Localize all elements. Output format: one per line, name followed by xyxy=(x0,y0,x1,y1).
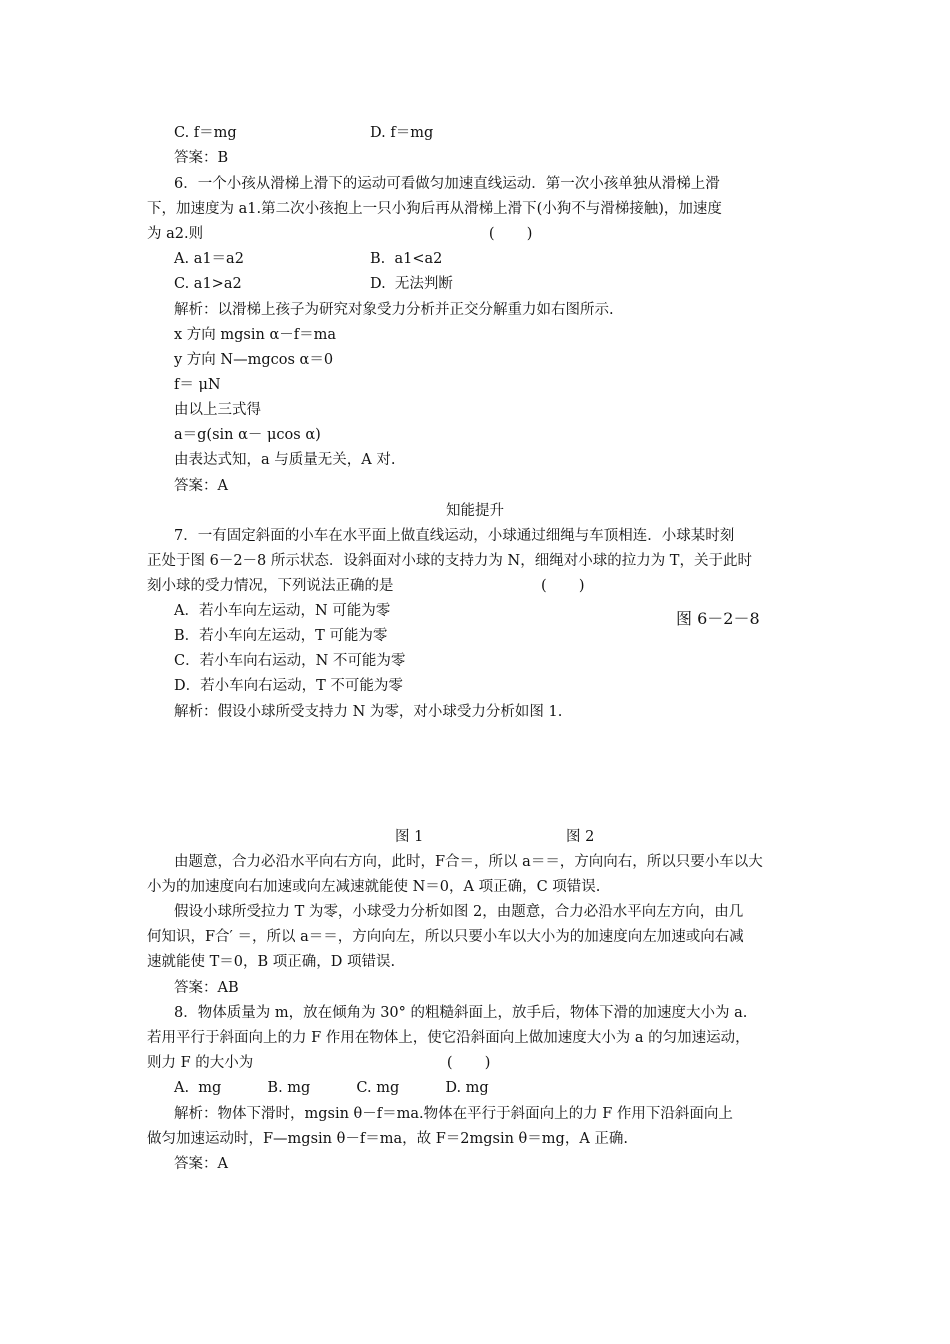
q7-option-a: A．若小车向左运动，N 可能为零 xyxy=(174,603,391,619)
q6-option-b: B. a1<a2 xyxy=(370,251,443,267)
q7-figure-label: 图 6－2－8 xyxy=(676,609,760,628)
q7-analysis-intro: 解析：假设小球所受支持力 N 为零，对小球受力分析如图 1. xyxy=(174,704,563,720)
q6-analysis-4: f＝ μN xyxy=(174,377,221,393)
q6-analysis-7: 由表达式知，a 与质量无关，A 对. xyxy=(174,452,396,468)
figure-2-label: 图 2 xyxy=(566,829,595,845)
q5-answer: 答案：B xyxy=(174,150,229,166)
q8-stem-line-2: 若用平行于斜面向上的力 F 作用在物体上，使它沿斜面向上做加速度大小为 a 的匀加速运动， xyxy=(147,1030,750,1046)
q6-stem-line-2: 下，加速度为 a1.第二次小孩抱上一只小狗后再从滑梯上滑下(小狗不与滑梯接触)，加速度 xyxy=(147,201,722,217)
q8-answer: 答案：A xyxy=(174,1156,228,1172)
q7-stem-line-1: 7．一有固定斜面的小车在水平面上做直线运动，小球通过细绳与车顶相连．小球某时刻 xyxy=(174,528,735,544)
q8-stem-line-1: 8．物体质量为 m，放在倾角为 30° 的粗糙斜面上，放手后，物体下滑的加速度大小为 a. xyxy=(174,1005,748,1021)
q7-option-b: B．若小车向左运动，T 可能为零 xyxy=(174,628,388,644)
q6-option-c: C. a1>a2 xyxy=(174,276,242,292)
q7-analysis-3: 假设小球所受拉力 T 为零，小球受力分析如图 2，由题意，合力必沿水平向左方向，由几 xyxy=(174,904,744,920)
q8-stem-line-3: 则力 F 的大小为 ( ) xyxy=(147,1055,491,1071)
q7-stem-line-3: 刻小球的受力情况，下列说法正确的是 ( ) xyxy=(147,578,585,594)
q6-analysis-5: 由以上三式得 xyxy=(174,402,261,418)
q7-option-c: C．若小车向右运动，N 不可能为零 xyxy=(174,653,406,669)
q6-option-d: D. 无法判断 xyxy=(370,276,453,292)
q7-analysis-4: 何知识，F合′ ＝，所以 a＝＝，方向向左，所以只要小车以大小为的加速度向左加速或向右减 xyxy=(147,929,744,945)
q6-analysis-6: a＝g(sin α－ μcos α) xyxy=(174,427,321,443)
q7-answer: 答案：AB xyxy=(174,980,239,996)
q8-analysis-1: 解析：物体下滑时，mgsin θ－f＝ma.物体在平行于斜面向上的力 F 作用下沿斜面向上 xyxy=(174,1106,733,1122)
figure-1-label: 图 1 xyxy=(395,829,424,845)
q6-stem-line-1: 6．一个小孩从滑梯上滑下的运动可看做匀加速直线运动．第一次小孩单独从滑梯上滑 xyxy=(174,176,720,192)
q5-option-d: D. f＝mg xyxy=(370,125,434,141)
q6-answer: 答案：A xyxy=(174,478,228,494)
q6-stem-line-3: 为 a2.则 ( ) xyxy=(147,226,533,242)
q7-stem-line-2: 正处于图 6－2－8 所示状态．设斜面对小球的支持力为 N，细绳对小球的拉力为 T，关于此时 xyxy=(147,553,752,569)
q7-analysis-1: 由题意，合力必沿水平向右方向，此时，F合＝，所以 a＝＝，方向向右，所以只要小车以大 xyxy=(174,854,763,870)
q6-analysis-1: 解析：以滑梯上孩子为研究对象受力分析并正交分解重力如右图所示. xyxy=(174,302,614,318)
q7-analysis-2: 小为的加速度向右加速或向左减速就能使 N＝0，A 项正确，C 项错误. xyxy=(147,879,601,895)
q6-analysis-3: y 方向 N—mgcos α＝0 xyxy=(174,352,334,368)
q8-analysis-2: 做匀加速运动时，F—mgsin θ－f＝ma，故 F＝2mgsin θ＝mg，A 正确. xyxy=(147,1131,629,1147)
q7-option-d: D．若小车向右运动，T 不可能为零 xyxy=(174,678,403,694)
q5-option-c: C. f＝mg xyxy=(174,125,237,141)
q6-option-a: A. a1＝a2 xyxy=(174,251,244,267)
q6-analysis-2: x 方向 mgsin α－f＝ma xyxy=(174,327,337,343)
section-title: 知能提升 xyxy=(446,503,504,519)
q7-analysis-5: 速就能使 T＝0，B 项正确，D 项错误. xyxy=(147,954,396,970)
q8-options: A. mg B. mg C. mg D. mg xyxy=(174,1080,489,1096)
